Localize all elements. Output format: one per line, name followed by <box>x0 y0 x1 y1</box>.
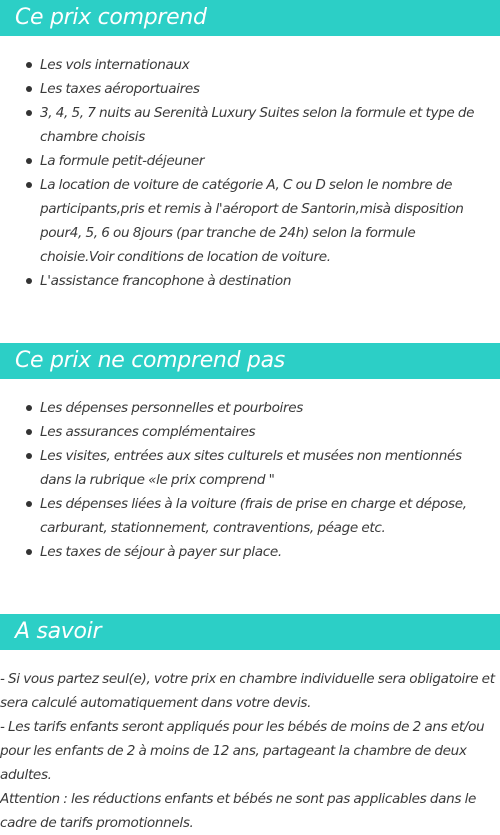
list-item: Les taxes aéroportuaires <box>0 77 500 101</box>
list-item: 3, 4, 5, 7 nuits au Serenità Luxury Suites selon la formule et type de chambre choisis <box>0 101 500 149</box>
section-title-excluded: Ce prix ne comprend pas <box>0 343 500 379</box>
list-item: Les assurances complémentaires <box>0 420 500 444</box>
list-item: Les dépenses liées à la voiture (frais de prise en charge et dépose, carburant, stationnement, contraventions, péage etc. <box>0 492 500 540</box>
list-item: La location de voiture de catégorie A, C ou D selon le nombre de participants,pris et remis à l'aéroport de Santorin,misà disposition pour4, 5, 6 ou 8jours (par tranche de 24h) selon la formule choisie.Voir conditions de location de voiture. <box>0 173 500 269</box>
savoir-text <box>0 667 500 835</box>
savoir-paragraph: - Si vous partez seul(e), votre prix en chambre individuelle sera obligatoire et sera calculé automatiquement dans votre devis. <box>0 671 495 711</box>
list-item: Les taxes de séjour à payer sur place. <box>0 540 500 564</box>
savoir-paragraph: Attention : les réductions enfants et bébés ne sont pas applicables dans le cadre de tarifs promotionnels. <box>0 791 477 831</box>
section-title-savoir: A savoir <box>0 614 500 650</box>
list-item: L'assistance francophone à destination <box>0 269 500 293</box>
list-item: Les visites, entrées aux sites culturels et musées non mentionnés dans la rubrique «le prix comprend " <box>0 444 500 492</box>
list-item: Les vols internationaux <box>0 53 500 77</box>
excluded-list <box>0 396 500 564</box>
list-item: Les dépenses personnelles et pourboires <box>0 396 500 420</box>
savoir-paragraph: - Les tarifs enfants seront appliqués pour les bébés de moins de 2 ans et/ou pour les enfants de 2 à moins de 12 ans, partageant la chambre de deux adultes. <box>0 719 485 783</box>
list-item: La formule petit-déjeuner <box>0 149 500 173</box>
section-title-included: Ce prix comprend <box>0 0 500 36</box>
included-list <box>0 53 500 293</box>
